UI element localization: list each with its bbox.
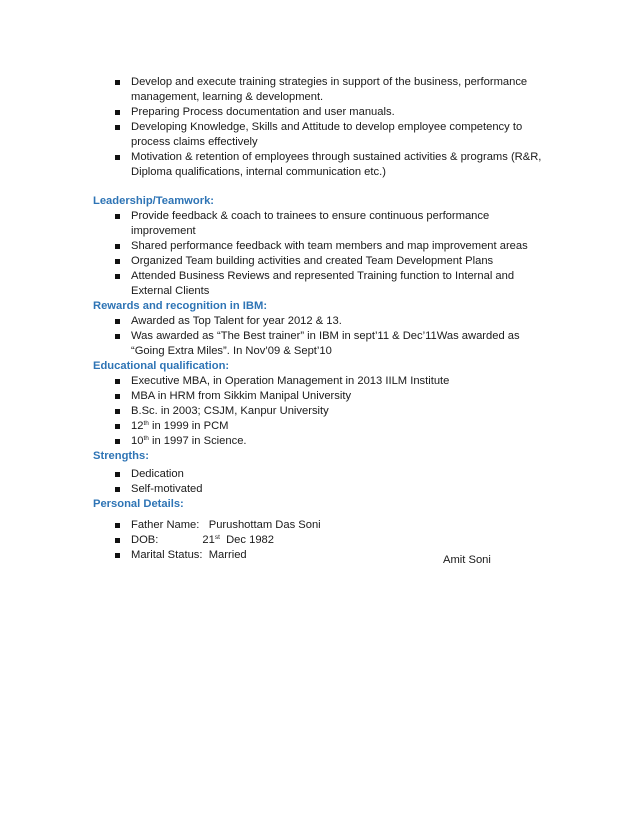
list-item: 12th in 1999 in PCM — [93, 419, 553, 434]
list-item — [93, 533, 553, 548]
list-item: 10th in 1997 in Science. — [93, 434, 553, 449]
bullet-icon — [115, 538, 120, 543]
bullet-icon — [115, 319, 120, 324]
list-item: Self-motivated — [93, 482, 553, 497]
bullet-icon — [115, 439, 120, 444]
list-item: Attended Business Reviews and represented Training function to Internal and External Clients — [93, 269, 553, 299]
marital-label: Marital Status: — [131, 549, 203, 561]
list-item: Organized Team building activities and created Team Development Plans — [93, 254, 553, 269]
list-item: Preparing Process documentation and user manuals. — [93, 105, 553, 120]
bullet-icon — [115, 379, 120, 384]
marital-value: Married — [208, 549, 247, 561]
bullet-icon — [115, 487, 120, 492]
father-label: Father Name: — [131, 519, 200, 531]
bullet-icon — [115, 125, 120, 130]
strengths-heading: Strengths: — [93, 450, 149, 462]
leadership-heading: Leadership/Teamwork: — [93, 195, 215, 207]
list-item: Dedication — [93, 467, 553, 482]
father-value: Purushottam Das Soni — [208, 519, 321, 531]
bullet-icon — [115, 155, 120, 160]
bullet-icon — [115, 553, 120, 558]
list-item: Motivation & retention of employees through sustained activities & programs (R&R, Diploma qualifications, internal communication etc.) — [93, 150, 553, 180]
rewards-heading: Rewards and recognition in IBM: — [93, 300, 268, 312]
bullet-icon — [115, 274, 120, 279]
personal-heading: Personal Details: — [93, 498, 184, 510]
bullet-icon — [115, 472, 120, 477]
education-heading: Educational qualification: — [93, 360, 230, 372]
list-item: Executive MBA, in Operation Management in 2013 IILM Institute — [93, 374, 553, 389]
bullet-icon — [115, 424, 120, 429]
bullet-icon — [115, 259, 120, 264]
bullet-icon — [115, 80, 120, 85]
dob-value: 21st Dec 1982 — [202, 534, 274, 546]
list-item: Develop and execute training strategies in support of the business, performance management, learning & development. — [93, 75, 553, 105]
list-item — [93, 518, 553, 533]
list-item: MBA in HRM from Sikkim Manipal University — [93, 389, 553, 404]
strengths-list — [93, 467, 553, 497]
bullet-icon — [115, 394, 120, 399]
dob-label: DOB: — [131, 534, 159, 546]
leadership-list — [93, 209, 553, 299]
list-item: Shared performance feedback with team members and map improvement areas — [93, 239, 553, 254]
resume-content — [93, 75, 553, 563]
rewards-list — [93, 314, 553, 359]
bullet-icon — [115, 214, 120, 219]
bullet-icon — [115, 110, 120, 115]
list-item: Was awarded as “The Best trainer” in IBM in sept’11 & Dec’11Was awarded as “Going Extra Miles”. In Nov’09 & Sept’10 — [93, 329, 553, 359]
signature-name: Amit Soni — [443, 554, 491, 566]
list-item: B.Sc. in 2003; CSJM, Kanpur University — [93, 404, 553, 419]
list-item: Awarded as Top Talent for year 2012 & 13. — [93, 314, 553, 329]
bullet-icon — [115, 334, 120, 339]
responsibilities-list — [93, 75, 553, 180]
list-item: Developing Knowledge, Skills and Attitude to develop employee competency to process claims effectively — [93, 120, 553, 150]
list-item: Provide feedback & coach to trainees to ensure continuous performance improvement — [93, 209, 553, 239]
bullet-icon — [115, 523, 120, 528]
bullet-icon — [115, 244, 120, 249]
education-list — [93, 374, 553, 449]
bullet-icon — [115, 409, 120, 414]
